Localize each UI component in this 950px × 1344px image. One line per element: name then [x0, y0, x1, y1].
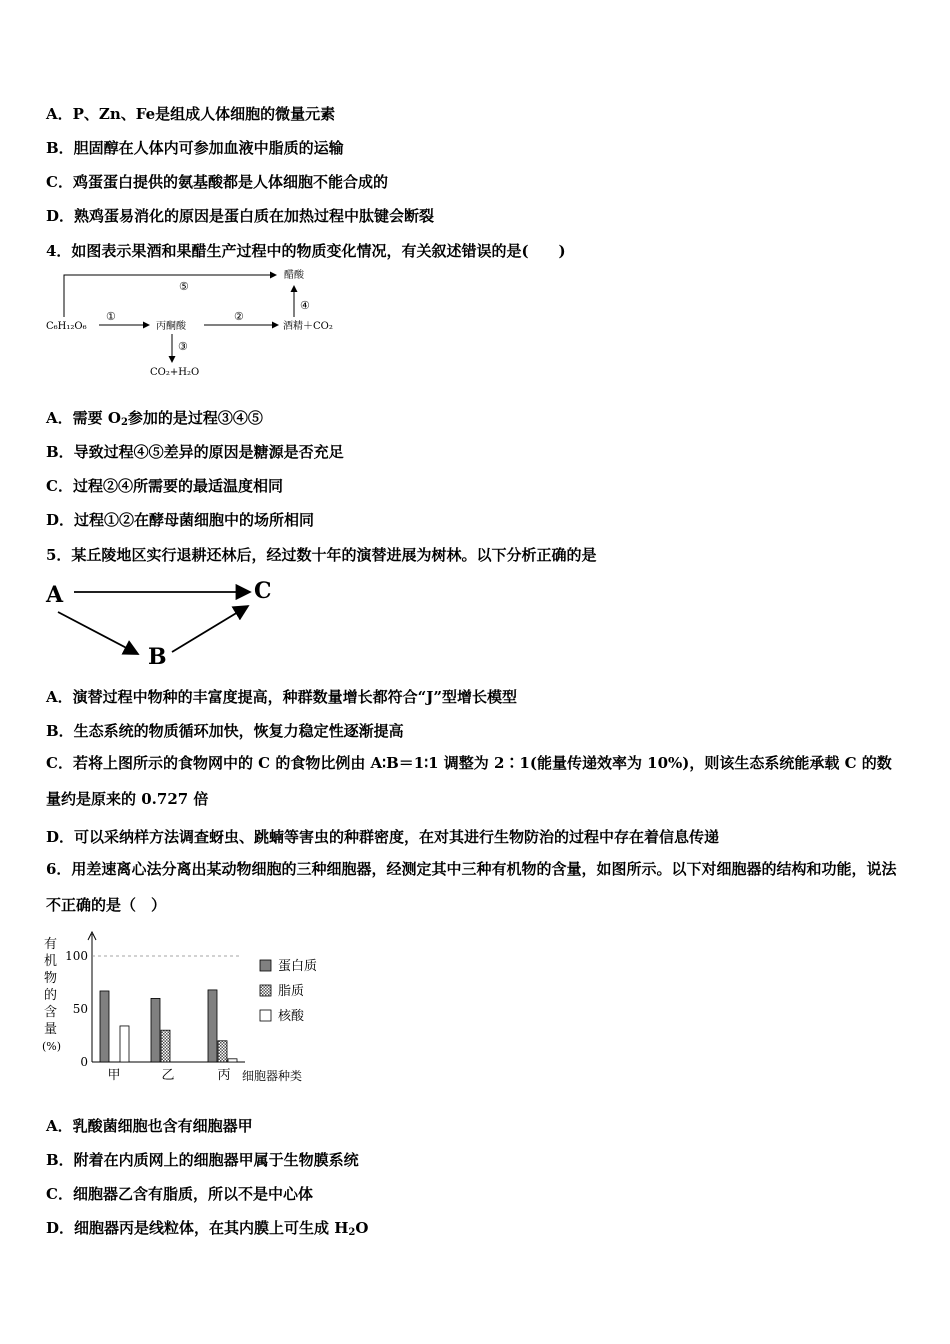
q6-option-c: C．细胞器乙含有脂质，所以不是中心体 — [46, 1185, 313, 1203]
x-category-labels — [107, 1068, 230, 1083]
bar-蛋白质 — [208, 990, 217, 1062]
q5-option-d: D．可以采纳样方法调查蚜虫、跳蝻等害虫的种群密度，在对其进行生物防治的过程中存在着信息传递 — [46, 828, 720, 846]
q3-option-d: D．熟鸡蛋易消化的原因是蛋白质在加热过程中肽键会断裂 — [46, 207, 435, 225]
step-3-label: ③ — [178, 340, 188, 353]
y-tick-labels — [65, 949, 88, 1069]
q3-option-c: C．鸡蛋蛋白提供的氨基酸都是人体细胞不能合成的 — [46, 173, 388, 191]
q4-option-c: C．过程②④所需要的最适温度相同 — [46, 477, 283, 495]
q4-option-a: A．需要 $O_2$参加的是过程③④⑤ — [46, 409, 263, 428]
q5-stem: 5．某丘陵地区实行退耕还林后，经过数十年的演替进展为树林。以下分析正确的是 — [46, 546, 597, 564]
step-5-label: ⑤ — [179, 280, 189, 293]
x-category-label: 丙 — [217, 1068, 231, 1083]
legend-label: 蛋白质 — [278, 959, 318, 974]
q5-option-b: B．生态系统的物质循环加快，恢复力稳定性逐渐提高 — [46, 722, 404, 740]
arrow-5 — [64, 275, 276, 317]
y-axis-label-char: 有 — [44, 937, 58, 952]
q6-bar-chart — [40, 928, 340, 1088]
q3-option-b: B．胆固醇在人体内可参加血液中脂质的运输 — [46, 139, 344, 157]
legend-swatch — [260, 960, 271, 971]
step-1-label: ① — [106, 310, 116, 323]
x-axis-label: 细胞器种类 — [242, 1069, 303, 1083]
step-2-label: ② — [234, 310, 244, 323]
q3-option-a: A．P、Zn、Fe是组成人体细胞的微量元素 — [46, 105, 336, 123]
q6-option-d: D．细胞器丙是线粒体，在其内膜上可生成 $H_2O$ — [46, 1219, 369, 1238]
q4-stem: 4．如图表示果酒和果醋生产过程中的物质变化情况，有关叙述错误的是( ) — [46, 242, 566, 260]
chart-legend — [260, 959, 317, 1024]
node-c: C — [254, 578, 272, 604]
acetic-acid-label: 醋酸 — [284, 270, 304, 281]
bar-脂质 — [218, 1041, 227, 1062]
y-tick-label: 50 — [72, 1002, 88, 1016]
legend-swatch — [260, 1010, 271, 1021]
pyruvate-label: 丙酮酸 — [156, 321, 186, 332]
co2-h2o-label: CO₂+H₂O — [150, 367, 200, 378]
q4-option-d: D．过程①②在酵母菌细胞中的场所相同 — [46, 511, 315, 529]
y-axis-label-char: 的 — [44, 988, 58, 1003]
bar-脂质 — [161, 1030, 170, 1062]
q5-option-a: A．演替过程中物种的丰富度提高，种群数量增长都符合“J”型增长模型 — [46, 688, 517, 706]
x-category-label: 乙 — [161, 1068, 175, 1083]
y-axis-label — [42, 937, 61, 1053]
y-axis-label-char: 含 — [44, 1005, 58, 1020]
node-a: A — [46, 582, 64, 608]
bar-核酸 — [120, 1026, 129, 1062]
q5-food-web-diagram — [44, 572, 284, 672]
q6-option-a: A．乳酸菌细胞也含有细胞器甲 — [46, 1117, 253, 1135]
node-b: B — [148, 644, 167, 670]
step-4-label: ④ — [300, 299, 310, 312]
bar-group — [100, 990, 237, 1062]
y-axis-label-unit: (%) — [42, 1040, 62, 1053]
legend-label: 核酸 — [278, 1009, 305, 1024]
q6-stem: 6．用差速离心法分离出某动物细胞的三种细胞器，经测定其中三种有机物的含量，如图所示。以下对细胞器的结构和功能，说法不正确的是（ ） — [46, 860, 897, 914]
legend-swatch — [260, 985, 271, 996]
legend-label: 脂质 — [278, 984, 305, 999]
arrow-b-to-c — [172, 606, 248, 652]
y-tick-label: 0 — [80, 1055, 88, 1069]
y-axis-label-char: 机 — [44, 954, 58, 969]
y-axis-label-char: 量 — [44, 1022, 58, 1037]
arrow-a-to-b — [58, 612, 138, 654]
x-category-label: 甲 — [107, 1068, 121, 1083]
bar-核酸 — [228, 1059, 237, 1062]
q4-option-b: B．导致过程④⑤差异的原因是糖源是否充足 — [46, 443, 344, 461]
bar-蛋白质 — [100, 991, 109, 1062]
q6-option-b: B．附着在内质网上的细胞器甲属于生物膜系统 — [46, 1151, 359, 1169]
glucose-label: C₆H₁₂O₆ — [46, 321, 87, 332]
y-axis-label-char: 物 — [44, 971, 58, 986]
y-tick-label: 100 — [65, 949, 88, 963]
q5-option-c: C．若将上图所示的食物网中的 C 的食物比例由 A∶B＝1∶1 调整为 2∶1(能量传递效率为 10%)，则该生态系统能承载 C 的数量约是原来的 0.727 倍 — [46, 754, 892, 808]
alcohol-label: 酒精＋CO₂ — [283, 321, 333, 332]
bar-蛋白质 — [151, 998, 160, 1062]
q4-process-diagram — [44, 262, 364, 387]
